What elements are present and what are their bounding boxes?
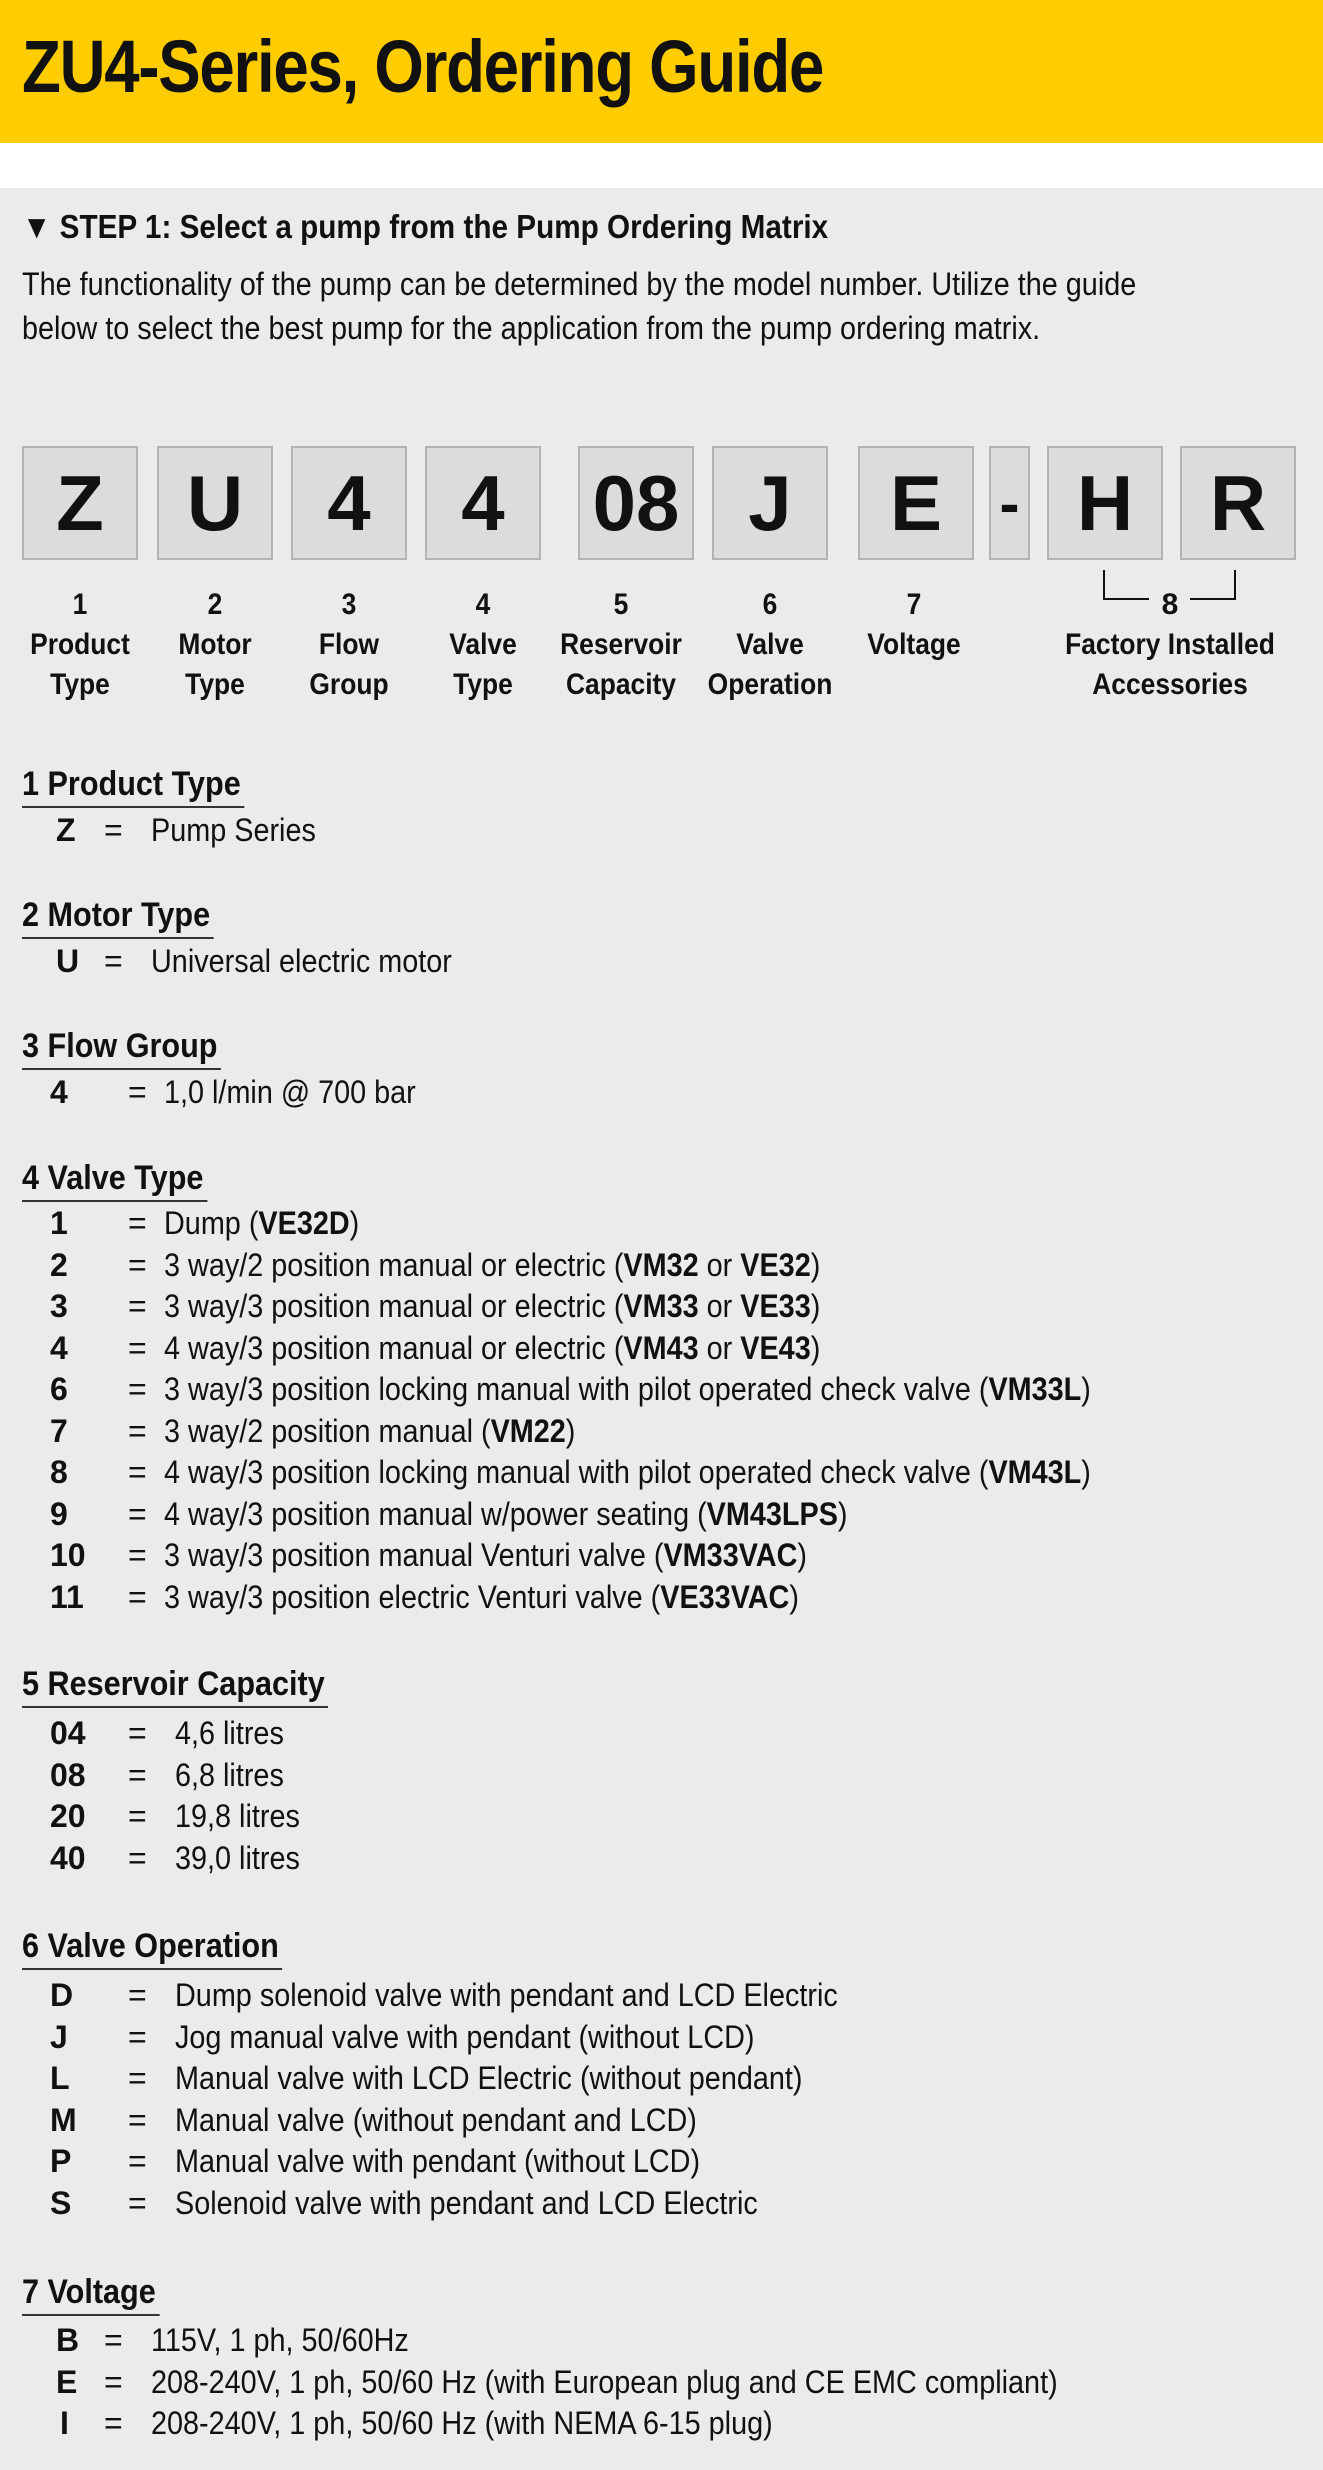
item-equals: =: [128, 1715, 147, 1751]
list-item: [0, 2362, 1300, 2404]
section-title-product-type: 1 Product Type: [22, 762, 244, 808]
section-rows-reservoir-capacity: [0, 1713, 1300, 1879]
code-label-text: Reservoir: [560, 628, 682, 661]
list-item: [0, 2058, 1300, 2100]
model-code: VM32: [623, 1246, 699, 1283]
item-code: 4: [50, 1329, 68, 1366]
item-description: 6,8 litres: [175, 1756, 284, 1793]
model-code: VM43LPS: [706, 1495, 838, 1532]
intro-line: below to select the best pump for the application from the pump ordering matrix.: [22, 310, 1041, 346]
item-description: 208-240V, 1 ph, 50/60 Hz (with European plug and CE EMC compliant): [151, 2363, 1058, 2400]
item-code: M: [50, 2101, 77, 2138]
code-box-reservoir-capacity: 08: [578, 446, 694, 560]
code-label-product-type: [10, 585, 151, 705]
item-description: Dump solenoid valve with pendant and LCD Electric: [175, 1977, 838, 2013]
item-code: 3: [50, 1288, 68, 1324]
item-description: 39,0 litres: [175, 1839, 300, 1876]
code-label-num: 2: [207, 588, 223, 621]
list-item: [0, 1838, 1300, 1880]
item-code: P: [50, 2143, 72, 2179]
item-equals: =: [104, 943, 123, 979]
code-label-text: Valve: [736, 628, 804, 661]
list-item: [0, 1286, 1300, 1328]
code-label-num: 3: [341, 588, 357, 621]
code-label-text: Valve: [449, 628, 517, 661]
model-code: VE43: [740, 1329, 811, 1366]
item-code: 10: [50, 1537, 86, 1573]
item-code: Z: [56, 812, 76, 848]
item-equals: =: [128, 1495, 147, 1532]
item-description: [164, 1369, 1091, 1411]
code-label-text: Product: [30, 628, 130, 661]
item-equals: =: [104, 2363, 123, 2400]
section-rows-voltage: [0, 2320, 1300, 2445]
section-rows-valve-type: [0, 1203, 1300, 1618]
list-item: [0, 1796, 1300, 1838]
list-item: [0, 1494, 1300, 1536]
item-equals: =: [128, 1537, 147, 1573]
list-item: [0, 1535, 1300, 1577]
code-label-num: 4: [475, 588, 491, 621]
code-box-valve-operation: J: [712, 446, 828, 560]
code-label-num: 5: [613, 588, 629, 621]
list-item: [0, 1452, 1300, 1494]
code-label-num: 7: [906, 588, 922, 621]
item-equals: =: [128, 1454, 147, 1490]
code-box-flow-group: 4: [291, 446, 407, 560]
code-label-text: Type: [185, 668, 245, 701]
model-code: VM43L: [988, 1454, 1082, 1490]
list-item: [0, 2183, 1300, 2225]
desc-text: 4 way/3 position manual w/power seating (: [164, 1495, 707, 1532]
code-label-voltage: [844, 585, 985, 665]
item-description: Manual valve (without pendant and LCD): [175, 2101, 697, 2138]
desc-text: 3 way/3 position manual Venturi valve (: [164, 1537, 664, 1573]
item-code: U: [56, 943, 80, 979]
desc-text: 3 way/3 position electric Venturi valve (: [164, 1578, 661, 1615]
item-description: 115V, 1 ph, 50/60Hz: [151, 2322, 409, 2358]
item-description: Pump Series: [151, 812, 316, 848]
item-code: E: [56, 2363, 78, 2400]
item-description: [164, 1411, 575, 1453]
desc-text: 3 way/2 position manual (: [164, 1412, 491, 1449]
code-box-valve-type: 4: [425, 446, 541, 560]
model-code: VM33: [623, 1288, 699, 1324]
code-label-num: 6: [762, 588, 778, 621]
page-title: ZU4-Series, Ordering Guide: [22, 25, 824, 108]
code-label-flow-group: [279, 585, 420, 705]
item-equals: =: [104, 812, 123, 848]
item-code: 7: [50, 1412, 68, 1449]
desc-text: ): [797, 1537, 807, 1573]
code-label-text: Type: [50, 668, 110, 701]
item-code: B: [56, 2322, 80, 2358]
section-title-valve-type: 4 Valve Type: [22, 1156, 207, 1202]
code-dash: -: [989, 446, 1030, 560]
desc-text: ): [1081, 1454, 1091, 1490]
list-item: [0, 1369, 1300, 1411]
item-equals: =: [128, 1412, 147, 1449]
item-description: [164, 1328, 820, 1370]
item-description: [164, 1577, 799, 1619]
item-code: 08: [50, 1756, 86, 1793]
item-equals: =: [128, 1074, 147, 1110]
item-description: [164, 1452, 1091, 1494]
list-item: [0, 810, 1300, 852]
item-equals: =: [128, 1798, 147, 1834]
code-box-voltage: E: [858, 446, 974, 560]
item-description: Jog manual valve with pendant (without LCD): [175, 2018, 755, 2055]
item-code: 2: [50, 1246, 68, 1283]
desc-text: 3 way/2 position manual or electric (: [164, 1246, 624, 1283]
desc-text: or: [698, 1246, 741, 1283]
desc-text: ): [810, 1329, 821, 1366]
item-equals: =: [128, 1329, 147, 1366]
code-label-text: Group: [309, 668, 389, 701]
desc-text: ): [810, 1288, 821, 1324]
item-code: 4: [50, 1074, 68, 1110]
item-description: [164, 1286, 820, 1328]
list-item: [0, 2403, 1300, 2445]
list-item: [0, 941, 1300, 983]
model-code: VM43: [623, 1329, 699, 1366]
item-equals: =: [128, 2018, 147, 2055]
code-label-text: Accessories: [1092, 668, 1248, 701]
item-code: 9: [50, 1495, 68, 1532]
section-title-valve-operation: 6 Valve Operation: [22, 1924, 282, 1970]
desc-text: ): [1081, 1371, 1091, 1407]
item-code: 1: [50, 1205, 68, 1241]
item-code: L: [50, 2060, 70, 2096]
section-title-voltage: 7 Voltage: [22, 2270, 159, 2316]
code-box-accessory-1: H: [1047, 446, 1163, 560]
item-code: 6: [50, 1371, 68, 1407]
desc-text: 3 way/3 position manual or electric (: [164, 1288, 624, 1324]
list-item: [0, 2100, 1300, 2142]
model-code: VE33VAC: [660, 1578, 790, 1615]
desc-text: 4 way/3 position manual or electric (: [164, 1329, 624, 1366]
item-equals: =: [128, 2143, 147, 2179]
desc-text: 3 way/3 position locking manual with pilot operated check valve (: [164, 1371, 989, 1407]
title-banner: [0, 0, 1323, 143]
list-item: [0, 2320, 1300, 2362]
item-description: Solenoid valve with pendant and LCD Electric: [175, 2184, 758, 2221]
item-description: 19,8 litres: [175, 1798, 300, 1834]
item-code: 11: [50, 1578, 84, 1615]
item-description: [164, 1203, 359, 1245]
item-equals: =: [128, 1977, 147, 2013]
item-description: 1,0 l/min @ 700 bar: [164, 1074, 416, 1110]
accessories-bracket-left: [1103, 570, 1149, 600]
item-equals: =: [104, 2322, 123, 2358]
code-label-accessories: [1020, 625, 1319, 705]
model-code: VE32: [740, 1246, 811, 1283]
item-equals: =: [128, 1756, 147, 1793]
code-label-text: Voltage: [867, 628, 961, 661]
list-item: [0, 1072, 1300, 1114]
code-label-text: Type: [453, 668, 513, 701]
desc-text: ): [349, 1205, 360, 1241]
item-code: 04: [50, 1715, 86, 1751]
item-code: I: [60, 2405, 69, 2441]
section-rows-valve-operation: [0, 1975, 1300, 2224]
item-equals: =: [128, 1839, 147, 1876]
code-label-text: Capacity: [565, 668, 677, 701]
code-label-text: Operation: [707, 668, 833, 701]
section-rows-product-type: [0, 810, 1300, 852]
code-label-motor-type: [145, 585, 286, 705]
list-item: [0, 1755, 1300, 1797]
list-item: [0, 1713, 1300, 1755]
item-equals: =: [128, 1371, 147, 1407]
model-code: VE32D: [258, 1205, 350, 1241]
item-description: Manual valve with pendant (without LCD): [175, 2143, 701, 2179]
code-box-accessory-2: R: [1180, 446, 1296, 560]
step-title: ▼ STEP 1: Select a pump from the Pump Ordering Matrix: [22, 208, 829, 245]
item-description: Universal electric motor: [151, 943, 452, 979]
list-item: [0, 1203, 1300, 1245]
list-item: [0, 2017, 1300, 2059]
list-item: [0, 2141, 1300, 2183]
item-description: [164, 1494, 848, 1536]
item-code: S: [50, 2184, 72, 2221]
item-code: J: [50, 2018, 68, 2055]
section-rows-motor-type: [0, 941, 1300, 983]
list-item: [0, 1411, 1300, 1453]
item-equals: =: [128, 1288, 147, 1324]
section-title-flow-group: 3 Flow Group: [22, 1024, 221, 1070]
accessories-bracket-right: [1190, 570, 1236, 600]
code-box-product-type: Z: [22, 446, 138, 560]
intro-line: The functionality of the pump can be determined by the model number. Utilize the guide: [22, 266, 1137, 302]
intro-text: [22, 262, 1183, 350]
item-equals: =: [128, 2060, 147, 2096]
code-label-valve-type: [413, 585, 554, 705]
section-rows-flow-group: [0, 1072, 1300, 1114]
item-code: 8: [50, 1454, 68, 1490]
code-label-num: 8: [1161, 588, 1179, 621]
model-code: VM22: [490, 1412, 566, 1449]
item-description: 208-240V, 1 ph, 50/60 Hz (with NEMA 6-15 plug): [151, 2405, 773, 2441]
desc-text: 4 way/3 position locking manual with pilot operated check valve (: [164, 1454, 989, 1490]
item-code: 20: [50, 1798, 86, 1834]
code-label-valve-operation: [700, 585, 841, 705]
desc-text: ): [810, 1246, 821, 1283]
item-equals: =: [128, 2101, 147, 2138]
item-description: [164, 1535, 807, 1577]
model-code: VE33: [740, 1288, 811, 1324]
list-item: [0, 1577, 1300, 1619]
item-equals: =: [128, 1246, 147, 1283]
desc-text: ): [837, 1495, 848, 1532]
section-title-reservoir-capacity: 5 Reservoir Capacity: [22, 1662, 328, 1708]
code-label-text: Motor: [178, 628, 252, 661]
code-label-num: 1: [72, 588, 88, 621]
item-description: Manual valve with LCD Electric (without pendant): [175, 2060, 803, 2096]
item-equals: =: [128, 1578, 147, 1615]
item-description: 4,6 litres: [175, 1715, 284, 1751]
desc-text: Dump (: [164, 1205, 259, 1241]
item-equals: =: [128, 1205, 147, 1241]
code-label-text: Factory Installed: [1065, 628, 1275, 661]
item-code: D: [50, 1977, 74, 2013]
desc-text: or: [698, 1329, 741, 1366]
model-code: VM33VAC: [663, 1537, 798, 1573]
code-label-text: Flow: [318, 628, 380, 661]
list-item: [0, 1328, 1300, 1370]
section-title-motor-type: 2 Motor Type: [22, 893, 214, 939]
code-label-reservoir-capacity: [551, 585, 692, 705]
item-code: 40: [50, 1839, 86, 1876]
item-equals: =: [104, 2405, 123, 2441]
model-code: VM33L: [988, 1371, 1082, 1407]
code-box-motor-type: U: [157, 446, 273, 560]
item-equals: =: [128, 2184, 147, 2221]
list-item: [0, 1245, 1300, 1287]
list-item: [0, 1975, 1300, 2017]
desc-text: or: [698, 1288, 741, 1324]
desc-text: ): [789, 1578, 799, 1615]
desc-text: ): [565, 1412, 576, 1449]
item-description: [164, 1245, 820, 1287]
